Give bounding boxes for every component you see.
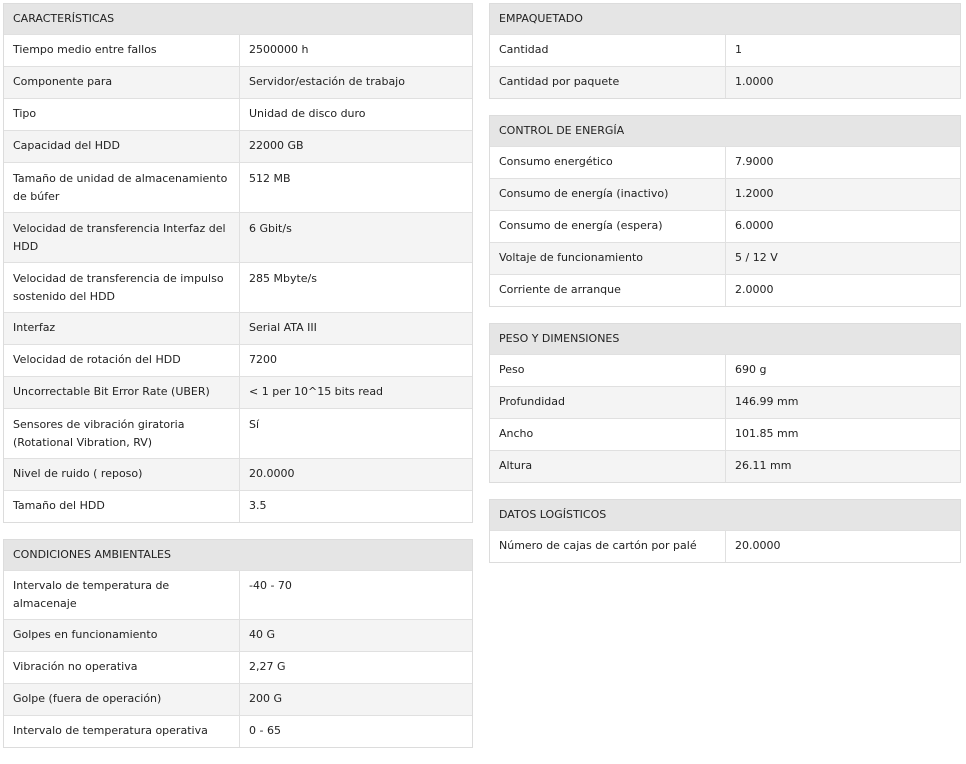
spec-value: 1.2000 xyxy=(726,179,960,210)
spec-value: -40 - 70 xyxy=(240,571,472,619)
table-row xyxy=(4,262,472,312)
spec-label: Tamaño de unidad de almacenamiento de búfer xyxy=(4,163,240,212)
table-row xyxy=(490,34,960,66)
spec-value: 1 xyxy=(726,35,960,66)
table-row xyxy=(490,354,960,386)
spec-value: Sí xyxy=(240,409,472,458)
spec-value: Servidor/estación de trabajo xyxy=(240,67,472,98)
spec-label: Consumo energético xyxy=(490,147,726,178)
spec-value: 101.85 mm xyxy=(726,419,960,450)
spec-value: 285 Mbyte/s xyxy=(240,263,472,312)
spec-label: Tiempo medio entre fallos xyxy=(4,35,240,66)
section-title: CONTROL DE ENERGÍA xyxy=(490,116,960,146)
spec-value: 7.9000 xyxy=(726,147,960,178)
spec-value: 512 MB xyxy=(240,163,472,212)
table-row xyxy=(490,418,960,450)
table-row xyxy=(4,130,472,162)
spec-label: Nivel de ruido ( reposo) xyxy=(4,459,240,490)
spec-value: 146.99 mm xyxy=(726,387,960,418)
table-row xyxy=(4,683,472,715)
spec-value: 2.0000 xyxy=(726,275,960,306)
right-column xyxy=(489,3,961,579)
table-row xyxy=(4,212,472,262)
spec-label: Intervalo de temperatura operativa xyxy=(4,716,240,747)
table-row xyxy=(490,178,960,210)
table-row xyxy=(4,570,472,619)
spec-value: 0 - 65 xyxy=(240,716,472,747)
spec-value: 6 Gbit/s xyxy=(240,213,472,262)
section-title: PESO Y DIMENSIONES xyxy=(490,324,960,354)
spec-value: 20.0000 xyxy=(240,459,472,490)
table-row xyxy=(490,210,960,242)
spec-label: Tamaño del HDD xyxy=(4,491,240,522)
table-row xyxy=(4,312,472,344)
spec-label: Sensores de vibración giratoria (Rotational Vibration, RV) xyxy=(4,409,240,458)
spec-label: Altura xyxy=(490,451,726,482)
spec-value: 3.5 xyxy=(240,491,472,522)
section-datos-logisticos xyxy=(489,499,961,563)
table-row xyxy=(490,146,960,178)
spec-label: Vibración no operativa xyxy=(4,652,240,683)
spec-value: 1.0000 xyxy=(726,67,960,98)
spec-label: Intervalo de temperatura de almacenaje xyxy=(4,571,240,619)
spec-value: < 1 per 10^15 bits read xyxy=(240,377,472,408)
spec-value: 40 G xyxy=(240,620,472,651)
section-title: CONDICIONES AMBIENTALES xyxy=(4,540,472,570)
table-row xyxy=(4,490,472,522)
spec-value: 200 G xyxy=(240,684,472,715)
section-title: DATOS LOGÍSTICOS xyxy=(490,500,960,530)
spec-label: Interfaz xyxy=(4,313,240,344)
table-row xyxy=(4,344,472,376)
table-row xyxy=(490,66,960,98)
spec-value: 22000 GB xyxy=(240,131,472,162)
table-row xyxy=(490,530,960,562)
table-row xyxy=(4,619,472,651)
table-row xyxy=(4,651,472,683)
spec-value: 5 / 12 V xyxy=(726,243,960,274)
spec-label: Corriente de arranque xyxy=(490,275,726,306)
spec-label: Profundidad xyxy=(490,387,726,418)
spec-value: 26.11 mm xyxy=(726,451,960,482)
spec-label: Consumo de energía (inactivo) xyxy=(490,179,726,210)
spec-value: 6.0000 xyxy=(726,211,960,242)
section-title: CARACTERÍSTICAS xyxy=(4,4,472,34)
section-condiciones-ambientales xyxy=(3,539,473,748)
table-row xyxy=(4,376,472,408)
table-row xyxy=(4,34,472,66)
section-control-energia xyxy=(489,115,961,307)
spec-label: Cantidad xyxy=(490,35,726,66)
table-row xyxy=(490,450,960,482)
spec-label: Golpe (fuera de operación) xyxy=(4,684,240,715)
spec-value: Unidad de disco duro xyxy=(240,99,472,130)
spec-label: Cantidad por paquete xyxy=(490,67,726,98)
spec-value: 7200 xyxy=(240,345,472,376)
table-row xyxy=(4,66,472,98)
spec-label: Tipo xyxy=(4,99,240,130)
spec-value: Serial ATA III xyxy=(240,313,472,344)
table-row xyxy=(4,408,472,458)
spec-label: Capacidad del HDD xyxy=(4,131,240,162)
table-row xyxy=(490,274,960,306)
table-row xyxy=(4,715,472,747)
spec-label: Número de cajas de cartón por palé xyxy=(490,531,726,562)
spec-value: 20.0000 xyxy=(726,531,960,562)
spec-label: Ancho xyxy=(490,419,726,450)
spec-value: 2500000 h xyxy=(240,35,472,66)
spec-label: Velocidad de transferencia de impulso sostenido del HDD xyxy=(4,263,240,312)
spec-label: Golpes en funcionamiento xyxy=(4,620,240,651)
section-caracteristicas xyxy=(3,3,473,523)
table-row xyxy=(4,98,472,130)
spec-label: Velocidad de rotación del HDD xyxy=(4,345,240,376)
spec-label: Uncorrectable Bit Error Rate (UBER) xyxy=(4,377,240,408)
spec-label: Componente para xyxy=(4,67,240,98)
section-title: EMPAQUETADO xyxy=(490,4,960,34)
spec-label: Consumo de energía (espera) xyxy=(490,211,726,242)
table-row xyxy=(4,162,472,212)
spec-value: 690 g xyxy=(726,355,960,386)
spec-label: Voltaje de funcionamiento xyxy=(490,243,726,274)
spec-value: 2,27 G xyxy=(240,652,472,683)
section-peso-dimensiones xyxy=(489,323,961,483)
spec-label: Peso xyxy=(490,355,726,386)
table-row xyxy=(490,386,960,418)
table-row xyxy=(490,242,960,274)
left-column xyxy=(3,3,473,764)
section-empaquetado xyxy=(489,3,961,99)
spec-label: Velocidad de transferencia Interfaz del HDD xyxy=(4,213,240,262)
table-row xyxy=(4,458,472,490)
